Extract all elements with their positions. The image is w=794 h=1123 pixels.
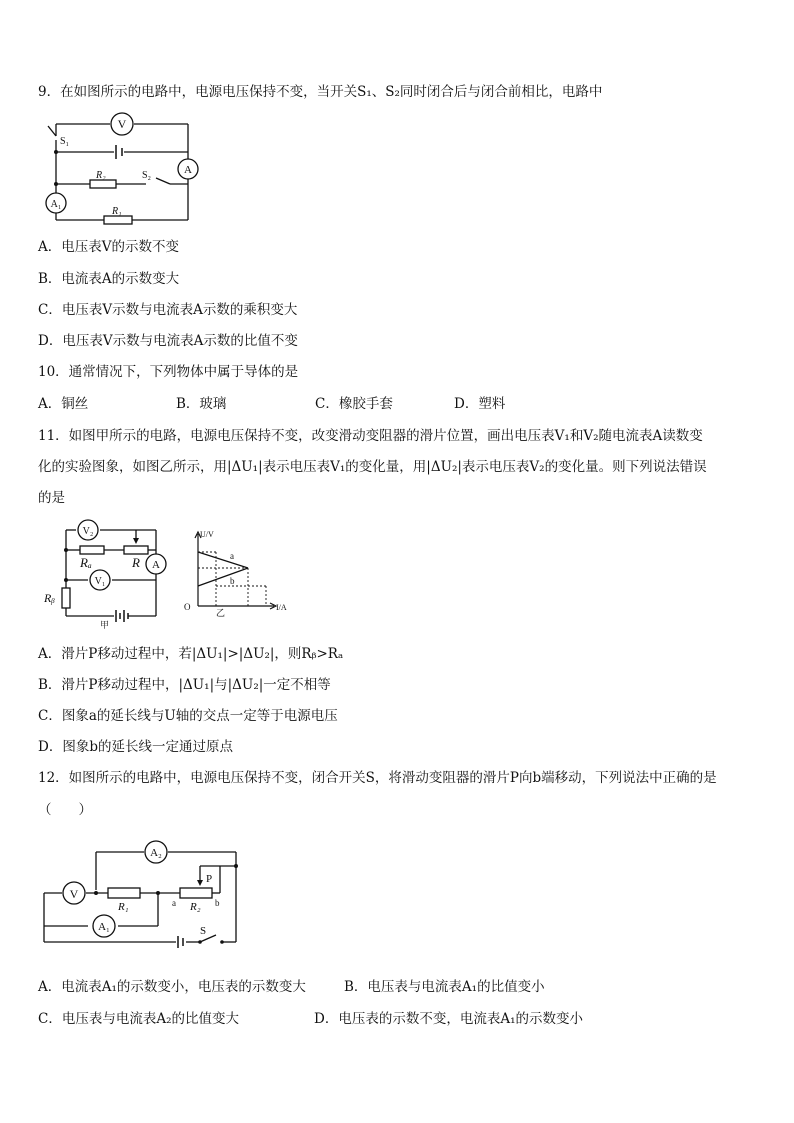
resistor-r1 — [104, 216, 132, 224]
q10-option-d[interactable]: D．塑料 — [454, 396, 506, 412]
q12-option-a[interactable]: A．电流表A₁的示数变小，电压表的示数变大 — [38, 979, 306, 995]
q11-option-b[interactable]: B．滑片P移动过程中，|ΔU₁|与|ΔU₂|一定不相等 — [38, 677, 331, 693]
q10-option-b[interactable]: B．玻璃 — [176, 396, 227, 412]
q12-circuit-diagram — [40, 838, 250, 950]
svg-text:R: R — [132, 555, 140, 570]
svg-text:V: V — [69, 887, 79, 901]
svg-text:U/V: U/V — [200, 530, 214, 539]
svg-text:R₁: R₁ — [112, 206, 122, 217]
svg-text:S: S — [200, 925, 207, 937]
svg-text:R₂: R₂ — [190, 901, 201, 913]
svg-text:S₁: S₁ — [60, 136, 70, 147]
svg-text:A₁: A₁ — [50, 199, 62, 210]
svg-text:P: P — [206, 873, 213, 885]
resistor-ra — [80, 546, 104, 554]
svg-text:V: V — [117, 117, 127, 131]
svg-text:V₂: V₂ — [82, 526, 94, 537]
rheostat-r2 — [180, 888, 212, 898]
q11-option-a[interactable]: A．滑片P移动过程中，若|ΔU₁|>|ΔU₂|，则Rᵦ>Rₐ — [38, 646, 344, 662]
q10-stem: 10．通常情况下，下列物体中属于导体的是 — [38, 364, 299, 380]
svg-text:A₁: A₁ — [98, 921, 110, 933]
q11-option-d[interactable]: D．图象b的延长线一定通过原点 — [38, 739, 233, 755]
q9-option-b[interactable]: B．电流表A的示数变大 — [38, 271, 180, 287]
q12-stem-line1: 12．如图所示的电路中，电源电压保持不变，闭合开关S，将滑动变阻器的滑片P向b端移动，下列说法中正确的是 — [38, 770, 717, 786]
resistor-r1 — [108, 888, 140, 898]
q11-stem-line3: 的是 — [38, 490, 65, 506]
svg-text:S₂: S₂ — [142, 170, 152, 181]
svg-text:A₂: A₂ — [150, 847, 162, 859]
q11-circuit-diagram-jia — [40, 512, 180, 630]
q9-stem: 9．在如图所示的电路中，电源电压保持不变，当开关S₁、S₂同时闭合后与闭合前相比，电路中 — [38, 84, 603, 100]
q12-option-c[interactable]: C．电压表与电流表A₂的比值变大 — [38, 1011, 239, 1027]
q12-stem-line2: （ ） — [38, 802, 92, 818]
svg-text:甲: 甲 — [100, 620, 110, 630]
q10-option-c[interactable]: C．橡胶手套 — [315, 396, 393, 412]
q9-circuit-diagram — [38, 108, 208, 228]
svg-text:I/A: I/A — [276, 603, 287, 612]
q12-option-d[interactable]: D．电压表的示数不变，电流表A₁的示数变小 — [314, 1011, 583, 1027]
line-a — [198, 552, 248, 568]
svg-text:V₁: V₁ — [94, 576, 106, 587]
svg-text:a: a — [172, 898, 176, 908]
svg-text:A: A — [152, 559, 160, 571]
q11-stem-line2: 化的实验图象，如图乙所示，用|ΔU₁|表示电压表V₁的变化量，用|ΔU₂|表示电压表V₂的变化量。则下列说法错误 — [38, 459, 707, 475]
q11-option-c[interactable]: C．图象a的延长线与U轴的交点一定等于电源电压 — [38, 708, 338, 724]
svg-text:Rₐ: Rₐ — [80, 555, 92, 570]
resistor-r2 — [90, 180, 116, 188]
q9-option-a[interactable]: A．电压表V的示数不变 — [38, 239, 179, 255]
svg-text:R₂: R₂ — [96, 170, 106, 181]
svg-text:R₁: R₁ — [118, 901, 129, 913]
svg-text:Rᵦ: Rᵦ — [44, 591, 55, 605]
rheostat-r — [124, 546, 148, 554]
svg-text:乙: 乙 — [216, 608, 226, 618]
q12-option-b[interactable]: B．电压表与电流表A₁的比值变小 — [344, 979, 545, 995]
q9-option-c[interactable]: C．电压表V示数与电流表A示数的乘积变大 — [38, 302, 298, 318]
q9-option-d[interactable]: D．电压表V示数与电流表A示数的比值不变 — [38, 333, 298, 349]
q11-graph-yi — [180, 528, 290, 616]
line-b — [198, 568, 248, 586]
q11-stem-line1: 11．如图甲所示的电路，电源电压保持不变，改变滑动变阻器的滑片位置，画出电压表V₁和V₂随电流表A读数变 — [38, 428, 703, 444]
svg-text:A: A — [184, 164, 192, 176]
svg-text:a: a — [230, 551, 234, 561]
svg-text:b: b — [215, 898, 220, 908]
svg-text:O: O — [184, 602, 191, 612]
resistor-rb — [62, 588, 70, 608]
q10-option-a[interactable]: A．铜丝 — [38, 396, 89, 412]
svg-text:b: b — [230, 576, 235, 586]
